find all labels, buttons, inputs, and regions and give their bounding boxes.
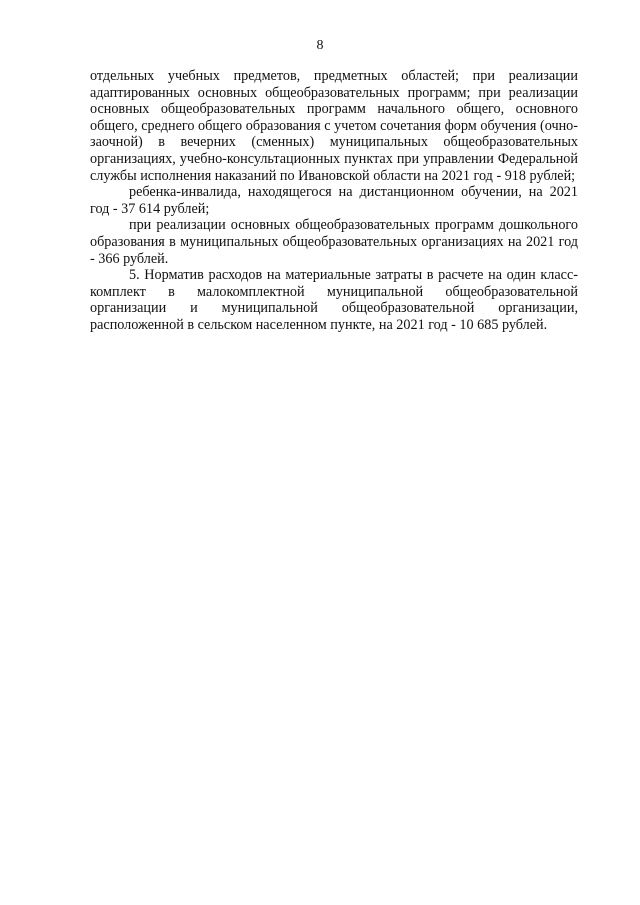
page-number: 8 <box>316 38 324 53</box>
paragraph-disabled-child: ребенка-инвалида, находящегося на дистанционном обучении, на 2021 год - 37 614 рублей; <box>90 184 578 217</box>
paragraph-preschool: при реализации основных общеобразовательных программ дошкольного образования в муниципальных общеобразовательных организациях на 2021 год - 366 рублей. <box>90 217 578 267</box>
paragraph-continuation: отдельных учебных предметов, предметных областей; при реализации адаптированных основных общеобразовательных программ; при реализации основных общеобразовательных программ начального общего, основного общего, среднего общего образования с учетом сочетания форм обучения (очно-заочной) в вечерних (сменных) муниципальных общеобразовательных организациях, учебно-консультационных пунктах при управлении Федеральной службы исполнения наказаний по Ивановской области на 2021 год - 918 рублей; <box>90 68 578 184</box>
paragraph-item-5: 5. Норматив расходов на материальные затраты в расчете на один класс-комплект в малокомплектной муниципальной общеобразовательной организации и муниципальной общеобразовательной организации, расположенной в сельском населенном пункте, на 2021 год - 10 685 рублей. <box>90 267 578 333</box>
document-body <box>90 68 578 334</box>
